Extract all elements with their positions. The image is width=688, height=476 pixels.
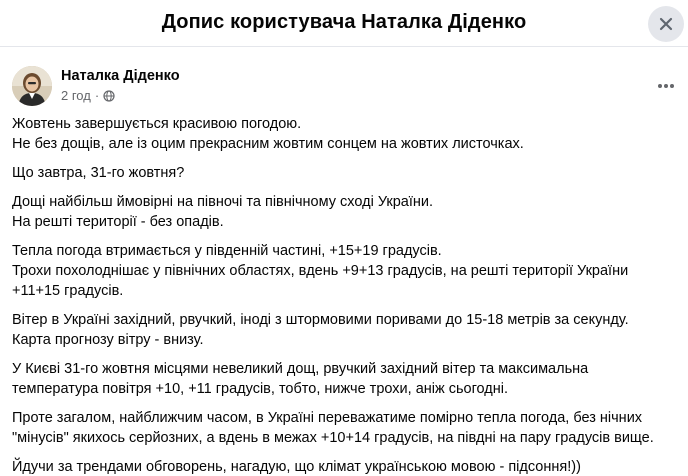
avatar-image bbox=[12, 66, 52, 106]
post-paragraph bbox=[12, 408, 680, 448]
post-text-line: Не без дощів, але із оцим прекрасним жовтим сонцем на жовтих листочках. bbox=[12, 136, 524, 152]
author-name[interactable]: Наталка Діденко bbox=[61, 68, 180, 84]
close-button[interactable] bbox=[648, 6, 684, 42]
post-text-line: Дощі найбільш ймовірні на півночі та північному сході України. bbox=[12, 194, 434, 210]
post-paragraph bbox=[12, 192, 680, 232]
post-text-line: Жовтень завершується красивою погодою. bbox=[12, 116, 302, 132]
post-paragraph bbox=[12, 359, 680, 399]
post-text-line: Вітер в Україні західний, рвучкий, іноді з штормовими поривами до 15-18 метрів за секунду. bbox=[12, 312, 629, 328]
post-paragraph bbox=[12, 310, 680, 350]
post-paragraph bbox=[12, 241, 680, 301]
post-paragraph bbox=[12, 457, 680, 476]
post-text-line: У Києві 31-го жовтня місцями невеликий дощ, рвучкий західний вітер та максимальна bbox=[12, 361, 589, 377]
meta-separator: · bbox=[94, 88, 100, 103]
close-icon bbox=[658, 16, 674, 32]
post-text-line: Проте загалом, найближчим часом, в Україні переважатиме помірно тепла погода, без нічних bbox=[12, 410, 643, 426]
post-header bbox=[12, 66, 682, 108]
dialog-title: Допис користувача Наталка Діденко bbox=[161, 11, 527, 33]
post-text-line: На решті території - без опадів. bbox=[12, 214, 224, 230]
post-text-line: "мінусів" якихось серйозних, а вдень в межах +10+14 градусів, на півдні на пару градусів вище. bbox=[12, 430, 654, 446]
globe-icon[interactable] bbox=[103, 90, 115, 102]
post-paragraph bbox=[12, 114, 680, 154]
post-text-line: +11+15 градусів. bbox=[12, 283, 124, 299]
post-text-line: Тепла погода втримається у південній частині, +15+19 градусів. bbox=[12, 243, 442, 259]
post-meta bbox=[61, 88, 115, 103]
post-text-line: температура повітря +10, +11 градусів, тобто, нижче трохи, аніж сьогодні. bbox=[12, 381, 509, 397]
post-text-line: Карта прогнозу вітру - внизу. bbox=[12, 332, 204, 348]
post-text-line: Трохи похолоднішає у північних областях, вдень +9+13 градусів, на решті території України bbox=[12, 263, 629, 279]
dialog-header bbox=[0, 0, 688, 47]
post-time[interactable]: 2 год bbox=[61, 88, 91, 103]
post-text-line: Йдучи за трендами обговорень, нагадую, що клімат українською мовою - підсоння!)) bbox=[12, 459, 581, 475]
post-text-line: Що завтра, 31-го жовтня? bbox=[12, 165, 185, 181]
avatar[interactable] bbox=[12, 66, 52, 106]
post-paragraph bbox=[12, 163, 680, 183]
more-horizontal-icon bbox=[657, 83, 675, 89]
post-text bbox=[12, 114, 680, 476]
more-options-button[interactable] bbox=[654, 74, 678, 98]
